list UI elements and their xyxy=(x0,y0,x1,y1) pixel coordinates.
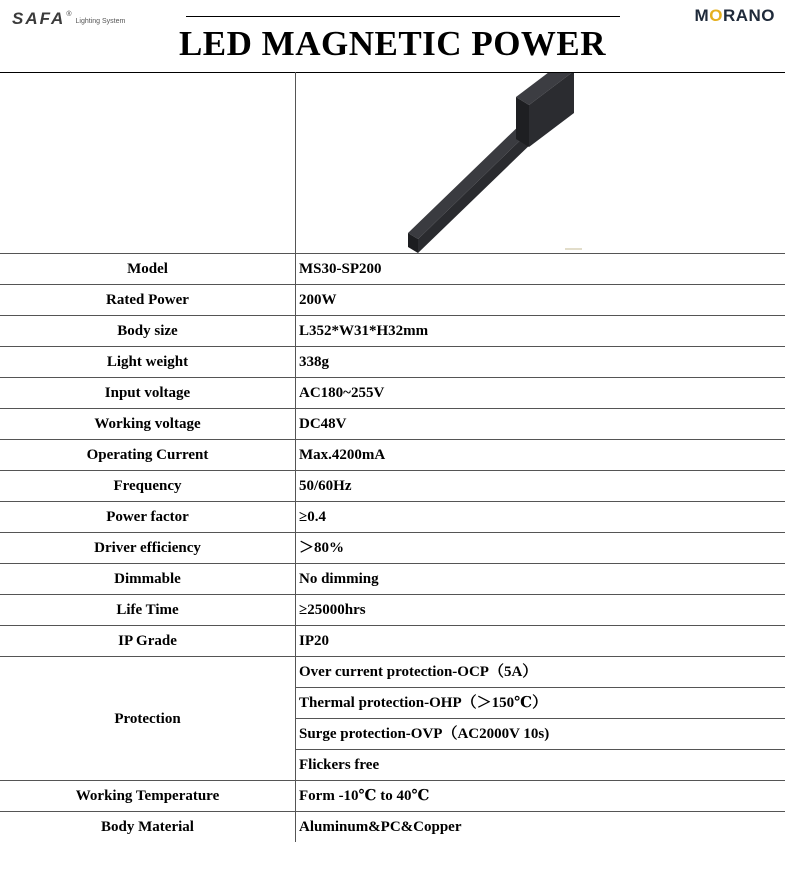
spec-label: Rated Power xyxy=(0,285,296,316)
spec-label: Body size xyxy=(0,316,296,347)
spec-row xyxy=(0,409,785,440)
magnetic-power-driver-image xyxy=(396,73,596,253)
protection-row xyxy=(0,657,785,688)
safa-logo-tagline: Lighting System xyxy=(75,18,126,25)
header-divider xyxy=(186,16,620,17)
spec-label: Working Temperature xyxy=(0,781,296,812)
spec-value: DC48V xyxy=(296,409,785,440)
spec-label: Driver efficiency xyxy=(0,533,296,564)
page-title: LED MAGNETIC POWER xyxy=(178,24,607,63)
spec-row xyxy=(0,471,785,502)
safa-logo-text: SAFA xyxy=(12,9,66,28)
spec-label: Power factor xyxy=(0,502,296,533)
spec-label: Dimmable xyxy=(0,564,296,595)
protection-label: Protection xyxy=(0,657,296,781)
spec-row xyxy=(0,781,785,812)
spec-row xyxy=(0,564,785,595)
spec-value: 50/60Hz xyxy=(296,471,785,502)
spec-label: Model xyxy=(0,254,296,285)
protection-item: Thermal protection-OHP（＞150℃） xyxy=(296,688,785,719)
registered-mark: ® xyxy=(66,11,72,18)
spec-row xyxy=(0,626,785,657)
spec-label: IP Grade xyxy=(0,626,296,657)
morano-logo-text-start: M xyxy=(694,6,710,25)
image-row-empty-cell xyxy=(0,73,296,254)
spec-value: 200W xyxy=(296,285,785,316)
spec-label: Body Material xyxy=(0,812,296,843)
spec-value: No dimming xyxy=(296,564,785,595)
morano-logo xyxy=(695,6,775,26)
spec-value: ＞80% xyxy=(296,533,785,564)
spec-label: Life Time xyxy=(0,595,296,626)
spec-row xyxy=(0,347,785,378)
spec-row xyxy=(0,254,785,285)
spec-row xyxy=(0,502,785,533)
spec-value: ≥0.4 xyxy=(296,502,785,533)
spec-value: AC180~255V xyxy=(296,378,785,409)
spec-value: Form -10℃ to 40℃ xyxy=(296,781,785,812)
spec-label: Frequency xyxy=(0,471,296,502)
spec-label: Input voltage xyxy=(0,378,296,409)
spec-value: ≥25000hrs xyxy=(296,595,785,626)
location-pin-icon: O xyxy=(709,6,723,25)
spec-value: IP20 xyxy=(296,626,785,657)
spec-row xyxy=(0,316,785,347)
spec-row xyxy=(0,533,785,564)
page-header xyxy=(0,0,785,72)
spec-label: Operating Current xyxy=(0,440,296,471)
spec-label: Working voltage xyxy=(0,409,296,440)
product-image-cell xyxy=(296,73,785,254)
spec-row xyxy=(0,440,785,471)
spec-row xyxy=(0,285,785,316)
morano-logo-text-end: RANO xyxy=(722,6,775,25)
protection-item: Flickers free xyxy=(296,750,785,781)
spec-value: Max.4200mA xyxy=(296,440,785,471)
spec-value: Aluminum&PC&Copper xyxy=(296,812,785,843)
spec-label: Light weight xyxy=(0,347,296,378)
spec-table xyxy=(0,72,785,842)
spec-value: MS30-SP200 xyxy=(296,254,785,285)
protection-item: Surge protection-OVP（AC2000V 10s) xyxy=(296,719,785,750)
protection-item: Over current protection-OCP（5A） xyxy=(296,657,785,688)
spec-value: L352*W31*H32mm xyxy=(296,316,785,347)
spec-row xyxy=(0,378,785,409)
image-row xyxy=(0,73,785,254)
spec-row xyxy=(0,812,785,843)
spec-value: 338g xyxy=(296,347,785,378)
spec-row xyxy=(0,595,785,626)
